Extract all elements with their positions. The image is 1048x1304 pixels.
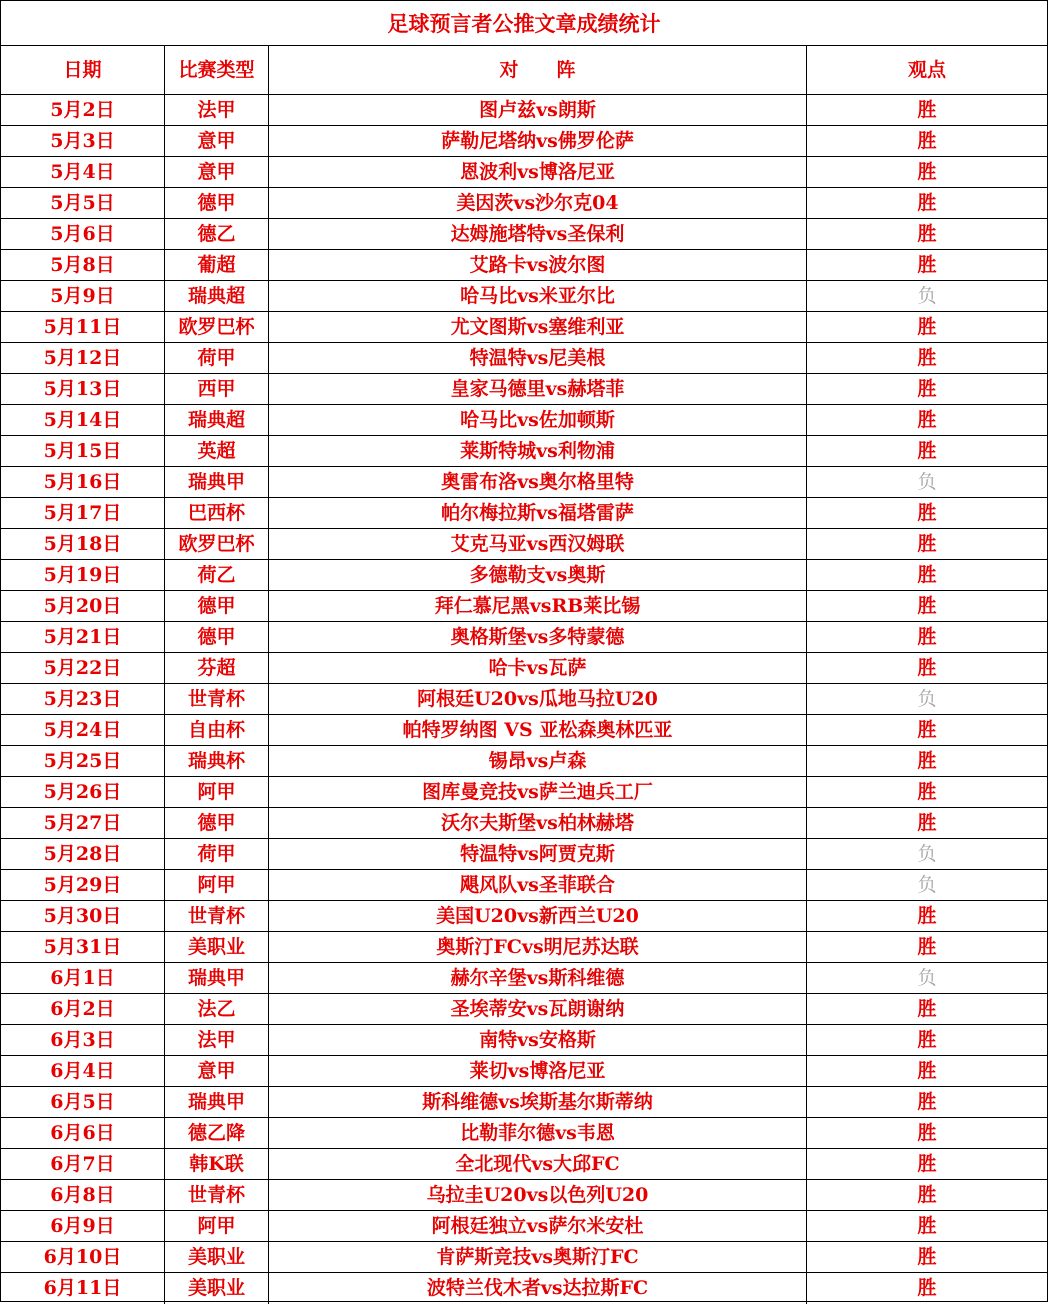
type-cell: 意甲 xyxy=(165,157,269,188)
result-cell: 胜 xyxy=(807,250,1047,281)
date-cell: 6月11日 xyxy=(1,1273,165,1304)
date-cell: 5月16日 xyxy=(1,467,165,498)
date-cell: 6月2日 xyxy=(1,994,165,1025)
result-cell: 胜 xyxy=(807,653,1047,684)
type-cell: 德甲 xyxy=(165,808,269,839)
match-cell: 莱切vs博洛尼亚 xyxy=(269,1056,807,1087)
date-cell: 5月31日 xyxy=(1,932,165,963)
result-cell: 胜 xyxy=(807,529,1047,560)
table-row xyxy=(1,529,1047,560)
table-row xyxy=(1,622,1047,653)
date-cell: 5月19日 xyxy=(1,560,165,591)
match-cell: 奥格斯堡vs多特蒙德 xyxy=(269,622,807,653)
date-cell: 5月9日 xyxy=(1,281,165,312)
table-row xyxy=(1,1118,1047,1149)
result-cell: 负 xyxy=(807,684,1047,715)
date-cell: 5月8日 xyxy=(1,250,165,281)
result-cell: 胜 xyxy=(807,746,1047,777)
match-cell: 艾路卡vs波尔图 xyxy=(269,250,807,281)
match-cell: 赫尔辛堡vs斯科维德 xyxy=(269,963,807,994)
match-cell: 图卢兹vs朗斯 xyxy=(269,95,807,126)
type-cell: 美职业 xyxy=(165,1273,269,1304)
date-cell: 6月4日 xyxy=(1,1056,165,1087)
result-cell: 胜 xyxy=(807,405,1047,436)
date-cell: 5月4日 xyxy=(1,157,165,188)
result-cell: 胜 xyxy=(807,591,1047,622)
match-cell: 阿根廷U20vs瓜地马拉U20 xyxy=(269,684,807,715)
date-cell: 6月7日 xyxy=(1,1149,165,1180)
table-row xyxy=(1,777,1047,808)
table-row xyxy=(1,467,1047,498)
match-cell: 尤文图斯vs塞维利亚 xyxy=(269,312,807,343)
table-row xyxy=(1,374,1047,405)
match-cell: 帕特罗纳图 VS 亚松森奥林匹亚 xyxy=(269,715,807,746)
table-row xyxy=(1,560,1047,591)
table-row xyxy=(1,1211,1047,1242)
type-cell: 自由杯 xyxy=(165,715,269,746)
table-row xyxy=(1,684,1047,715)
result-cell: 负 xyxy=(807,467,1047,498)
header-match: 对 阵 xyxy=(269,46,807,95)
date-cell: 5月3日 xyxy=(1,126,165,157)
type-cell: 美职业 xyxy=(165,1242,269,1273)
match-cell: 莱斯特城vs利物浦 xyxy=(269,436,807,467)
match-cell: 乌拉圭U20vs以色列U20 xyxy=(269,1180,807,1211)
result-cell: 胜 xyxy=(807,1118,1047,1149)
type-cell: 阿甲 xyxy=(165,870,269,901)
date-cell: 5月2日 xyxy=(1,95,165,126)
type-cell: 瑞典超 xyxy=(165,405,269,436)
match-cell: 美国U20vs新西兰U20 xyxy=(269,901,807,932)
date-cell: 5月24日 xyxy=(1,715,165,746)
date-cell: 5月29日 xyxy=(1,870,165,901)
result-cell: 胜 xyxy=(807,95,1047,126)
header-type: 比赛类型 xyxy=(165,46,269,95)
match-cell: 肯萨斯竞技vs奥斯汀FC xyxy=(269,1242,807,1273)
match-cell: 特温特vs阿贾克斯 xyxy=(269,839,807,870)
match-cell: 美因茨vs沙尔克04 xyxy=(269,188,807,219)
result-cell: 胜 xyxy=(807,1087,1047,1118)
match-cell: 多德勒支vs奥斯 xyxy=(269,560,807,591)
result-cell: 负 xyxy=(807,963,1047,994)
match-cell: 飓风队vs圣菲联合 xyxy=(269,870,807,901)
type-cell: 德甲 xyxy=(165,622,269,653)
table-row xyxy=(1,250,1047,281)
table-row xyxy=(1,1025,1047,1056)
type-cell: 法甲 xyxy=(165,95,269,126)
table-row xyxy=(1,1180,1047,1211)
match-cell: 皇家马德里vs赫塔菲 xyxy=(269,374,807,405)
type-cell: 德乙 xyxy=(165,219,269,250)
type-cell: 荷甲 xyxy=(165,839,269,870)
type-cell: 瑞典甲 xyxy=(165,467,269,498)
header-date: 日期 xyxy=(1,46,165,95)
date-cell: 6月8日 xyxy=(1,1180,165,1211)
type-cell: 世青杯 xyxy=(165,901,269,932)
date-cell: 5月26日 xyxy=(1,777,165,808)
table-row xyxy=(1,870,1047,901)
type-cell: 德乙降 xyxy=(165,1118,269,1149)
result-cell: 负 xyxy=(807,839,1047,870)
result-cell: 胜 xyxy=(807,901,1047,932)
match-cell: 帕尔梅拉斯vs福塔雷萨 xyxy=(269,498,807,529)
table-row xyxy=(1,1273,1047,1304)
table-row xyxy=(1,963,1047,994)
date-cell: 5月6日 xyxy=(1,219,165,250)
table-row xyxy=(1,591,1047,622)
date-cell: 5月17日 xyxy=(1,498,165,529)
table-row xyxy=(1,281,1047,312)
type-cell: 意甲 xyxy=(165,1056,269,1087)
table-row xyxy=(1,1056,1047,1087)
match-cell: 萨勒尼塔纳vs佛罗伦萨 xyxy=(269,126,807,157)
table-row xyxy=(1,405,1047,436)
match-cell: 特温特vs尼美根 xyxy=(269,343,807,374)
date-cell: 5月27日 xyxy=(1,808,165,839)
result-cell: 胜 xyxy=(807,188,1047,219)
table-row xyxy=(1,436,1047,467)
match-cell: 奥斯汀FCvs明尼苏达联 xyxy=(269,932,807,963)
date-cell: 5月20日 xyxy=(1,591,165,622)
match-cell: 达姆施塔特vs圣保利 xyxy=(269,219,807,250)
date-cell: 5月21日 xyxy=(1,622,165,653)
table-row xyxy=(1,839,1047,870)
date-cell: 5月11日 xyxy=(1,312,165,343)
table-row xyxy=(1,157,1047,188)
match-cell: 图库曼竞技vs萨兰迪兵工厂 xyxy=(269,777,807,808)
date-cell: 5月25日 xyxy=(1,746,165,777)
type-cell: 阿甲 xyxy=(165,1211,269,1242)
match-cell: 哈马比vs佐加顿斯 xyxy=(269,405,807,436)
result-cell: 胜 xyxy=(807,994,1047,1025)
date-cell: 5月23日 xyxy=(1,684,165,715)
match-cell: 哈马比vs米亚尔比 xyxy=(269,281,807,312)
result-cell: 胜 xyxy=(807,1149,1047,1180)
type-cell: 瑞典甲 xyxy=(165,1087,269,1118)
table-body xyxy=(1,95,1047,1304)
table-row xyxy=(1,746,1047,777)
result-cell: 胜 xyxy=(807,219,1047,250)
date-cell: 6月5日 xyxy=(1,1087,165,1118)
result-cell: 胜 xyxy=(807,312,1047,343)
type-cell: 世青杯 xyxy=(165,684,269,715)
match-cell: 拜仁慕尼黑vsRB莱比锡 xyxy=(269,591,807,622)
match-cell: 艾克马亚vs西汉姆联 xyxy=(269,529,807,560)
match-cell: 哈卡vs瓦萨 xyxy=(269,653,807,684)
type-cell: 德甲 xyxy=(165,591,269,622)
type-cell: 意甲 xyxy=(165,126,269,157)
table-row xyxy=(1,219,1047,250)
type-cell: 阿甲 xyxy=(165,777,269,808)
table-row xyxy=(1,188,1047,219)
date-cell: 5月12日 xyxy=(1,343,165,374)
match-cell: 圣埃蒂安vs瓦朗谢纳 xyxy=(269,994,807,1025)
result-cell: 胜 xyxy=(807,932,1047,963)
table-row xyxy=(1,1087,1047,1118)
result-cell: 胜 xyxy=(807,498,1047,529)
table-row xyxy=(1,343,1047,374)
result-cell: 负 xyxy=(807,281,1047,312)
type-cell: 欧罗巴杯 xyxy=(165,529,269,560)
result-cell: 胜 xyxy=(917,1277,937,1299)
type-cell: 韩K联 xyxy=(165,1149,269,1180)
result-cell: 胜 xyxy=(807,126,1047,157)
match-cell: 全北现代vs大邱FC xyxy=(269,1149,807,1180)
date-cell: 5月14日 xyxy=(1,405,165,436)
date-cell: 5月15日 xyxy=(1,436,165,467)
date-cell: 5月22日 xyxy=(1,653,165,684)
date-cell: 6月6日 xyxy=(1,1118,165,1149)
table-row xyxy=(1,1149,1047,1180)
result-cell: 胜 xyxy=(807,808,1047,839)
table-row xyxy=(1,498,1047,529)
type-cell: 瑞典超 xyxy=(165,281,269,312)
result-cell: 胜 xyxy=(807,374,1047,405)
table-row xyxy=(1,95,1047,126)
result-cell: 胜 xyxy=(807,157,1047,188)
table-row xyxy=(1,715,1047,746)
result-cell: 胜 xyxy=(807,1180,1047,1211)
match-cell: 奥雷布洛vs奥尔格里特 xyxy=(269,467,807,498)
type-cell: 西甲 xyxy=(165,374,269,405)
result-cell: 胜 xyxy=(807,343,1047,374)
match-cell: 波特兰伐木者vs达拉斯FC xyxy=(269,1273,807,1304)
result-cell: 胜 xyxy=(807,622,1047,653)
result-cell: 胜 xyxy=(807,1242,1047,1273)
match-cell: 斯科维德vs埃斯基尔斯蒂纳 xyxy=(269,1087,807,1118)
table-row xyxy=(1,1242,1047,1273)
date-cell: 6月10日 xyxy=(1,1242,165,1273)
type-cell: 葡超 xyxy=(165,250,269,281)
match-cell: 沃尔夫斯堡vs柏林赫塔 xyxy=(269,808,807,839)
result-cell: 胜 xyxy=(807,560,1047,591)
type-cell: 瑞典甲 xyxy=(165,963,269,994)
result-cell: 胜 xyxy=(807,1211,1047,1242)
table-row xyxy=(1,312,1047,343)
date-cell: 6月9日 xyxy=(1,1211,165,1242)
type-cell: 荷乙 xyxy=(165,560,269,591)
match-cell: 锡昂vs卢森 xyxy=(269,746,807,777)
type-cell: 美职业 xyxy=(165,932,269,963)
type-cell: 瑞典杯 xyxy=(165,746,269,777)
type-cell: 法乙 xyxy=(165,994,269,1025)
table-row xyxy=(1,653,1047,684)
match-cell: 南特vs安格斯 xyxy=(269,1025,807,1056)
table-row xyxy=(1,994,1047,1025)
result-cell: 胜 xyxy=(807,777,1047,808)
result-cell: 胜 xyxy=(807,436,1047,467)
type-cell: 德甲 xyxy=(165,188,269,219)
match-cell: 比勒菲尔德vs韦恩 xyxy=(269,1118,807,1149)
type-cell: 法甲 xyxy=(165,1025,269,1056)
date-cell: 5月5日 xyxy=(1,188,165,219)
type-cell: 芬超 xyxy=(165,653,269,684)
type-cell: 巴西杯 xyxy=(165,498,269,529)
date-cell: 5月13日 xyxy=(1,374,165,405)
result-cell: 胜 xyxy=(807,1025,1047,1056)
type-cell: 世青杯 xyxy=(165,1180,269,1211)
date-cell: 5月18日 xyxy=(1,529,165,560)
table-row xyxy=(1,932,1047,963)
table-header xyxy=(1,46,1047,95)
type-cell: 荷甲 xyxy=(165,343,269,374)
table-row xyxy=(1,901,1047,932)
type-cell: 欧罗巴杯 xyxy=(165,312,269,343)
match-cell: 恩波利vs博洛尼亚 xyxy=(269,157,807,188)
sheet-title: 足球预言者公推文章成绩统计 xyxy=(1,1,1047,46)
type-cell: 英超 xyxy=(165,436,269,467)
date-cell: 5月30日 xyxy=(1,901,165,932)
date-cell: 6月3日 xyxy=(1,1025,165,1056)
header-result: 观点 xyxy=(807,46,1047,95)
result-cell: 胜 xyxy=(807,1056,1047,1087)
date-cell: 5月28日 xyxy=(1,839,165,870)
date-cell: 6月1日 xyxy=(1,963,165,994)
table-row xyxy=(1,808,1047,839)
result-cell: 胜 xyxy=(807,715,1047,746)
result-cell: 负 xyxy=(807,870,1047,901)
match-cell: 阿根廷独立vs萨尔米安杜 xyxy=(269,1211,807,1242)
table-row xyxy=(1,126,1047,157)
